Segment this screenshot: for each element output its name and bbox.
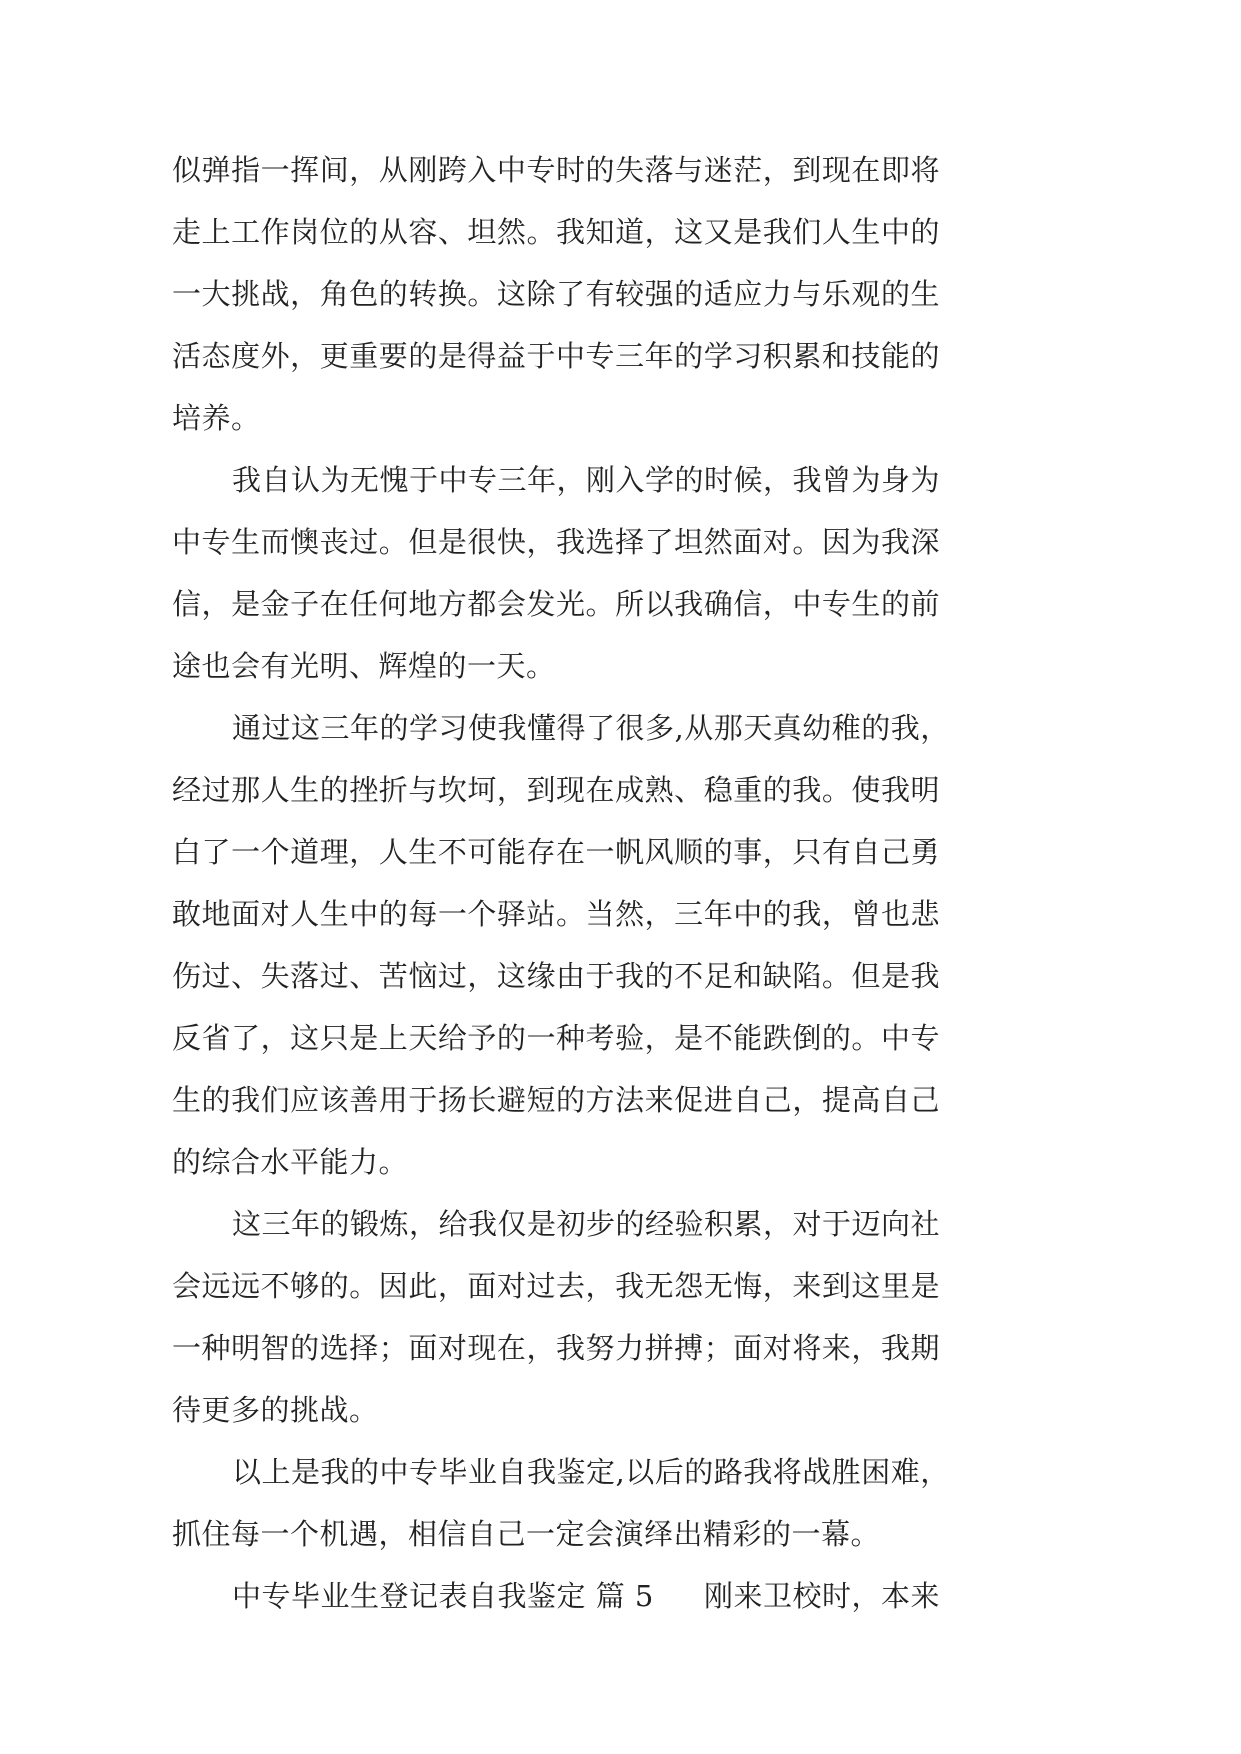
text-line: 信，是金子在任何地方都会发光。所以我确信，中专生的前 [172, 587, 940, 621]
paragraph [172, 449, 940, 697]
text-line: 这三年的锻炼，给我仅是初步的经验积累，对于迈向社 [232, 1207, 941, 1241]
section-heading-line [172, 1565, 940, 1627]
text-line: 途也会有光明、辉煌的一天。 [172, 649, 556, 683]
paragraph [172, 1193, 940, 1441]
text-line: 活态度外，更重要的是得益于中专三年的学习积累和技能的 [172, 339, 940, 373]
text-line: 反省了，这只是上天给予的一种考验，是不能跌倒的。中专 [172, 1021, 940, 1055]
text-line: 通过这三年的学习使我懂得了很多,从那天真幼稚的我， [232, 711, 950, 745]
text-line: 走上工作岗位的从容、坦然。我知道，这又是我们人生中的 [172, 215, 940, 249]
text-line: 经过那人生的挫折与坎坷，到现在成熟、稳重的我。使我明 [172, 773, 940, 807]
paragraph [172, 697, 950, 1193]
text-line: 一大挑战，角色的转换。这除了有较强的适应力与乐观的生 [172, 277, 940, 311]
text-line: 生的我们应该善用于扬长避短的方法来促进自己，提高自己 [172, 1083, 940, 1117]
text-line: 敢地面对人生中的每一个驿站。当然，三年中的我，曾也悲 [172, 897, 940, 931]
text-line: 会远远不够的。因此，面对过去，我无怨无悔，来到这里是 [172, 1269, 940, 1303]
text-line: 中专生而懊丧过。但是很快，我选择了坦然面对。因为我深 [172, 525, 940, 559]
text-line: 待更多的挑战。 [172, 1393, 379, 1427]
text-line: 培养。 [172, 401, 261, 435]
paragraph [172, 1441, 950, 1565]
paragraph [172, 139, 940, 449]
text-line: 我自认为无愧于中专三年，刚入学的时候，我曾为身为 [232, 463, 941, 497]
text-line: 以上是我的中专毕业自我鉴定,以后的路我将战胜困难， [232, 1455, 950, 1489]
text-line: 的综合水平能力。 [172, 1145, 409, 1179]
text-line: 抓住每一个机遇，相信自己一定会演绎出精彩的一幕。 [172, 1517, 881, 1551]
text-line: 一种明智的选择；面对现在，我努力拼搏；面对将来，我期 [172, 1331, 940, 1365]
text-line: 似弹指一挥间，从刚跨入中专时的失落与迷茫，到现在即将 [172, 153, 940, 187]
section-heading: 中专毕业生登记表自我鉴定 篇 5 [232, 1579, 654, 1613]
text-line: 白了一个道理，人生不可能存在一帆风顺的事，只有自己勇 [172, 835, 940, 869]
text-line: 伤过、失落过、苦恼过，这缘由于我的不足和缺陷。但是我 [172, 959, 940, 993]
document-body [172, 139, 950, 1627]
section-intro-text: 刚来卫校时，本来 [703, 1579, 940, 1613]
